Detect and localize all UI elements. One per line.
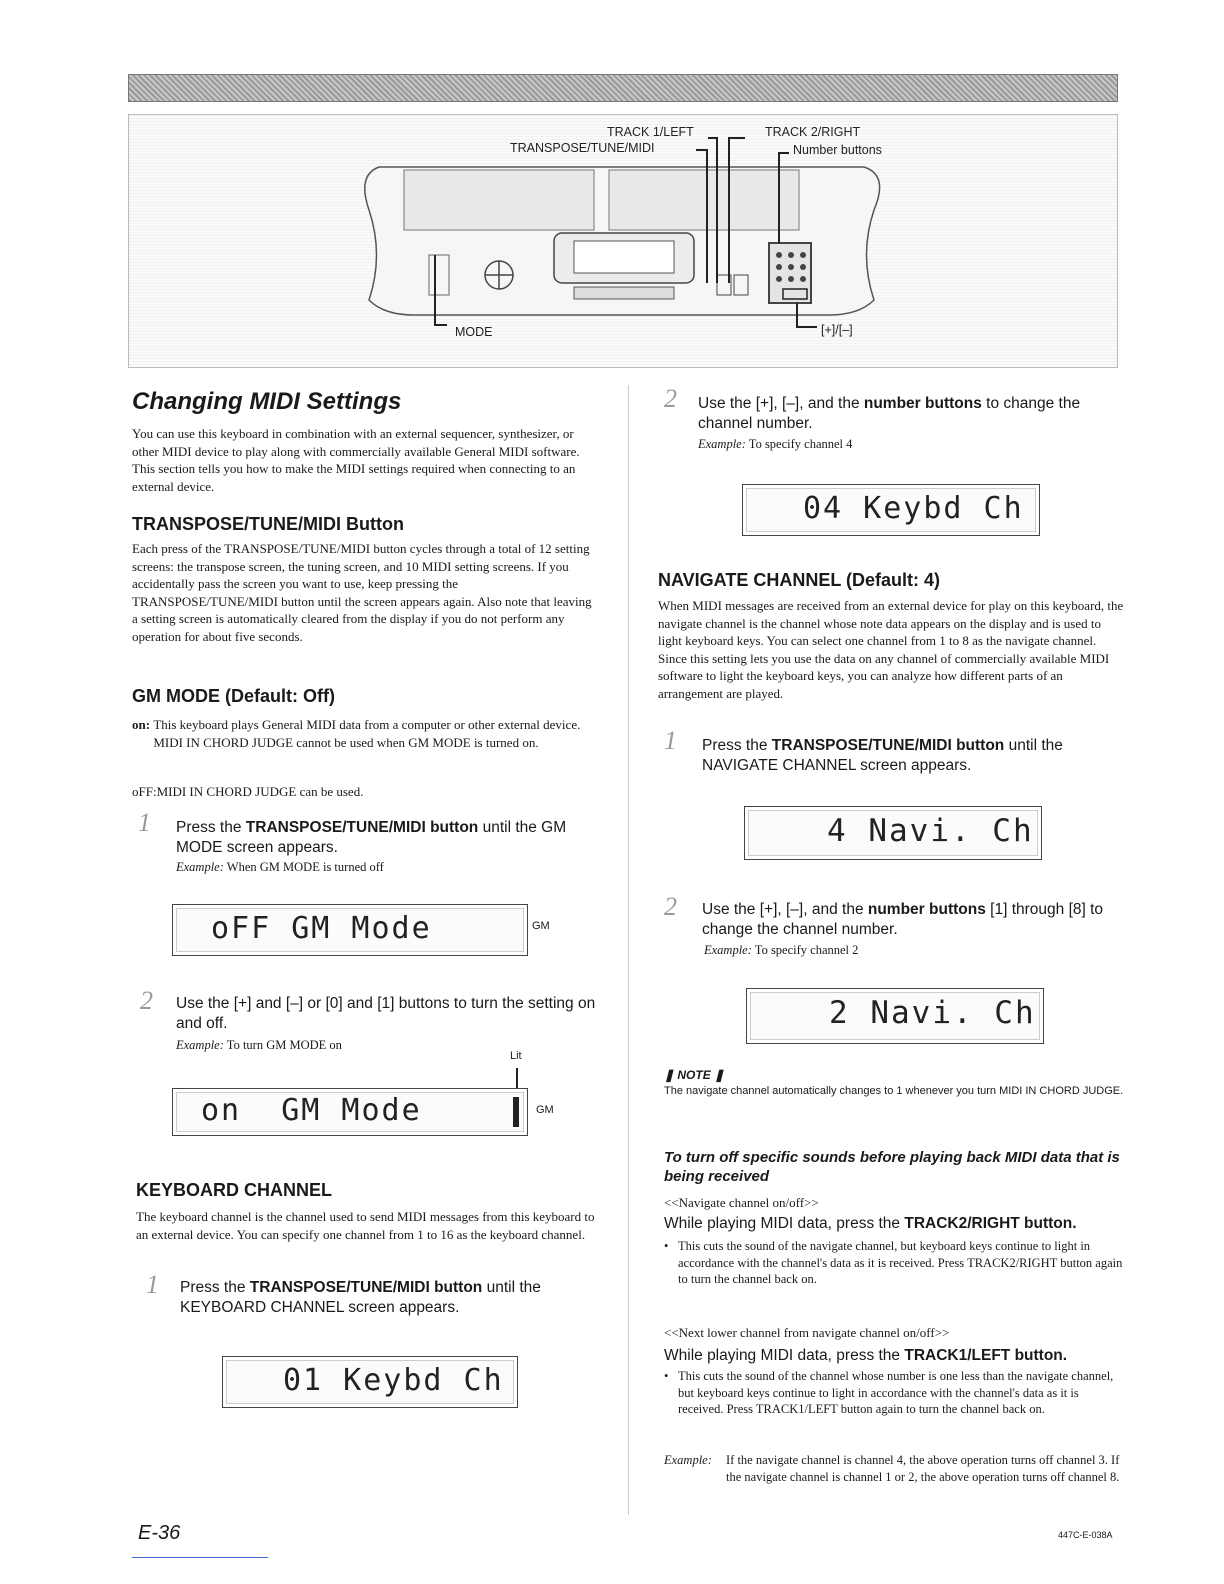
step-button-name: TRANSPOSE/TUNE/MIDI button (771, 737, 1005, 754)
step-text: Press the (176, 819, 246, 836)
step-text: until the KEYBOARD CHANNEL screen appears. (180, 1279, 541, 1316)
gm-on-text: This keyboard plays General MIDI data from a computer or other external device. MIDI IN CHORD JUDGE cannot be used when GM MODE is turned on. (153, 717, 581, 750)
lcd-text: 01 Keybd Ch (283, 1363, 504, 1398)
gm-step2-instruction: Use the [+] and [–] or [0] and [1] buttons to turn the setting on and off. (176, 995, 596, 1032)
subheading-next-lower: <<Next lower channel from navigate channel on/off>> (664, 1325, 950, 1340)
lcd-text: oFF GM Mode (211, 911, 432, 946)
gm-off-definition: oFF:MIDI IN CHORD JUDGE can be used. (132, 784, 364, 799)
footer-rule (132, 1557, 268, 1558)
transpose-paragraph: Each press of the TRANSPOSE/TUNE/MIDI button cycles through a total of 12 setting screens: the transpose screen, the tuning screen, and 10 MIDI setting screens. If you accidentally pass the screen you want to use, keep pressing the TRANSPOSE/TUNE/MIDI button until the screen appears again. Also note that leaving a setting screen is automatically cleared from the display if you do not perform any operation for about five seconds. (132, 541, 592, 644)
example-text: When GM MODE is turned off (223, 860, 384, 874)
subheading-navigate-on-off: <<Navigate channel on/off>> (664, 1195, 819, 1210)
lcd-navigate-channel-2 (746, 988, 1044, 1044)
gm-step2-example (176, 1038, 342, 1053)
step-button-name: TRANSPOSE/TUNE/MIDI button (245, 819, 479, 836)
step-text: Use the [+], [–], and the (698, 395, 864, 412)
sub1-instruction (664, 1214, 1128, 1234)
example-text: To specify channel 2 (751, 943, 859, 957)
keyboard-diagram (128, 114, 1118, 368)
label-plus-minus: [+]/[–] (821, 323, 853, 337)
lcd-keyboard-channel-04 (742, 484, 1040, 536)
example-text: To turn GM MODE on (223, 1038, 342, 1052)
lcd-gm-off (172, 904, 528, 956)
lcd-keyboard-channel-01 (222, 1356, 518, 1408)
note-heading: ❚ NOTE ❚ (664, 1068, 725, 1082)
bullet-text: This cuts the sound of the navigate channel, but keyboard keys continue to light in accordance with the channel's data as it is received. Press TRACK2/RIGHT button again to turn the channel back on. (678, 1239, 1123, 1286)
step-text: until the NAVIGATE CHANNEL screen appears. (702, 737, 1063, 774)
step-text: While playing MIDI data, press the (664, 1215, 905, 1232)
step-button-name: TRACK1/LEFT button. (904, 1347, 1068, 1364)
step-text: Use the [+], [–], and the (702, 901, 868, 918)
section-title: Changing MIDI Settings (132, 388, 402, 415)
page-number: E-36 (138, 1522, 181, 1544)
keyboard-channel-heading: KEYBOARD CHANNEL (136, 1180, 333, 1200)
step-number: 2 (664, 384, 677, 413)
label-transpose-tune-midi: TRANSPOSE/TUNE/MIDI (510, 141, 655, 155)
example-label: Example: (704, 943, 752, 957)
example-label: Example: (698, 437, 746, 451)
lcd-text: on GM Mode (201, 1093, 422, 1128)
step-number: 2 (140, 986, 153, 1015)
gm-indicator: GM (532, 920, 550, 932)
kb-step2-instruction (698, 394, 1124, 434)
intro-paragraph: You can use this keyboard in combination with an external sequencer, synthesizer, or other MIDI device to play along with commercially available General MIDI software. This section tells you how to make the MIDI settings required when connecting to an external device. (132, 426, 580, 494)
column-divider (628, 385, 629, 1515)
navigate-channel-heading: NAVIGATE CHANNEL (Default: 4) (658, 570, 941, 590)
lcd-gm-on (172, 1088, 528, 1136)
gm-indicator: GM (536, 1104, 554, 1116)
step-button-name: TRANSPOSE/TUNE/MIDI button (249, 1279, 483, 1296)
sub2-instruction (664, 1346, 1128, 1366)
example-label: Example: (176, 1038, 224, 1052)
lit-indicator-label: Lit (510, 1050, 522, 1062)
note-heading-text: NOTE (677, 1068, 711, 1082)
nav-step2-example (704, 943, 858, 958)
step-text: Press the (702, 737, 772, 754)
turn-off-heading: To turn off specific sounds before playing back MIDI data that is being received (664, 1149, 1120, 1185)
lcd-text: 4 Navi. Ch (827, 813, 1034, 849)
example-label: Example: (664, 1453, 712, 1467)
nav-step2-instruction (702, 900, 1126, 940)
document-code: 447C-E-038A (1058, 1530, 1113, 1540)
label-track2-right: TRACK 2/RIGHT (765, 125, 861, 139)
bullet-icon: • (664, 1369, 669, 1383)
step-text: While playing MIDI data, press the (664, 1347, 905, 1364)
example-label: Example: (176, 860, 224, 874)
step-button-name: TRACK2/RIGHT button. (904, 1215, 1077, 1232)
header-stripe (128, 74, 1118, 102)
label-number-buttons: Number buttons (793, 143, 882, 157)
kb-step2-example (698, 437, 852, 452)
gm-on-label: on: (132, 717, 151, 732)
gm-step1-instruction (176, 818, 600, 858)
step-number: 2 (664, 892, 677, 921)
lcd-text: 04 Keybd Ch (803, 491, 1024, 526)
lcd-navigate-channel-4 (744, 806, 1042, 860)
kb-step1-instruction (180, 1278, 600, 1318)
sub2-bullet (664, 1368, 1126, 1418)
label-mode: MODE (455, 325, 493, 339)
step-button-name: number buttons (867, 901, 986, 918)
example-text: If the navigate channel is channel 4, the above operation turns off channel 3. If the navigate channel is channel 1 or 2, the above operation turns off channel 8. (726, 1453, 1120, 1484)
lcd-text: 2 Navi. Ch (829, 995, 1036, 1031)
keyboard-channel-paragraph: The keyboard channel is the channel used to send MIDI messages from this keyboard to an external device. You can specify one channel from 1 to 16 as the keyboard channel. (136, 1209, 595, 1242)
step-text: until the GM MODE screen appears. (176, 819, 567, 856)
navigate-channel-paragraph: When MIDI messages are received from an external device for play on this keyboard, the navigate channel is the channel whose note data appears on the display and is used to light keyboard keys. You can select one channel from 1 to 8 as the navigate channel. Since this setting lets you use the data on any channel of commercially available MIDI software to light the keyboard keys, you can analyze how different parts of an arrangement are played. (658, 598, 1124, 701)
step-text: Press the (180, 1279, 250, 1296)
final-example (664, 1452, 1128, 1485)
step-text: [1] through [8] to change the channel number. (702, 901, 1104, 938)
step-number: 1 (146, 1270, 159, 1299)
gm-step1-example (176, 860, 384, 875)
step-text: to change the channel number. (698, 395, 1081, 432)
lit-marker (513, 1097, 519, 1127)
transpose-heading: TRANSPOSE/TUNE/MIDI Button (132, 514, 404, 534)
gm-mode-heading: GM MODE (Default: Off) (132, 686, 335, 706)
nav-step1-instruction (702, 736, 1124, 776)
step-button-name: number buttons (863, 395, 982, 412)
step-number: 1 (138, 808, 151, 837)
note-text: The navigate channel automatically changes to 1 whenever you turn MIDI IN CHORD JUDGE. (664, 1085, 1124, 1097)
gm-on-definition (132, 716, 598, 751)
step-number: 1 (664, 726, 677, 755)
bullet-icon: • (664, 1239, 669, 1253)
sub1-bullet (664, 1238, 1126, 1288)
example-text: To specify channel 4 (745, 437, 853, 451)
bullet-text: This cuts the sound of the channel whose number is one less than the navigate channel, but keyboard keys continue to light in accordance with the channel's data as it is received. Press TRACK1/LEFT button again to turn the channel back on. (678, 1369, 1114, 1416)
label-track1-left: TRACK 1/LEFT (607, 125, 694, 139)
